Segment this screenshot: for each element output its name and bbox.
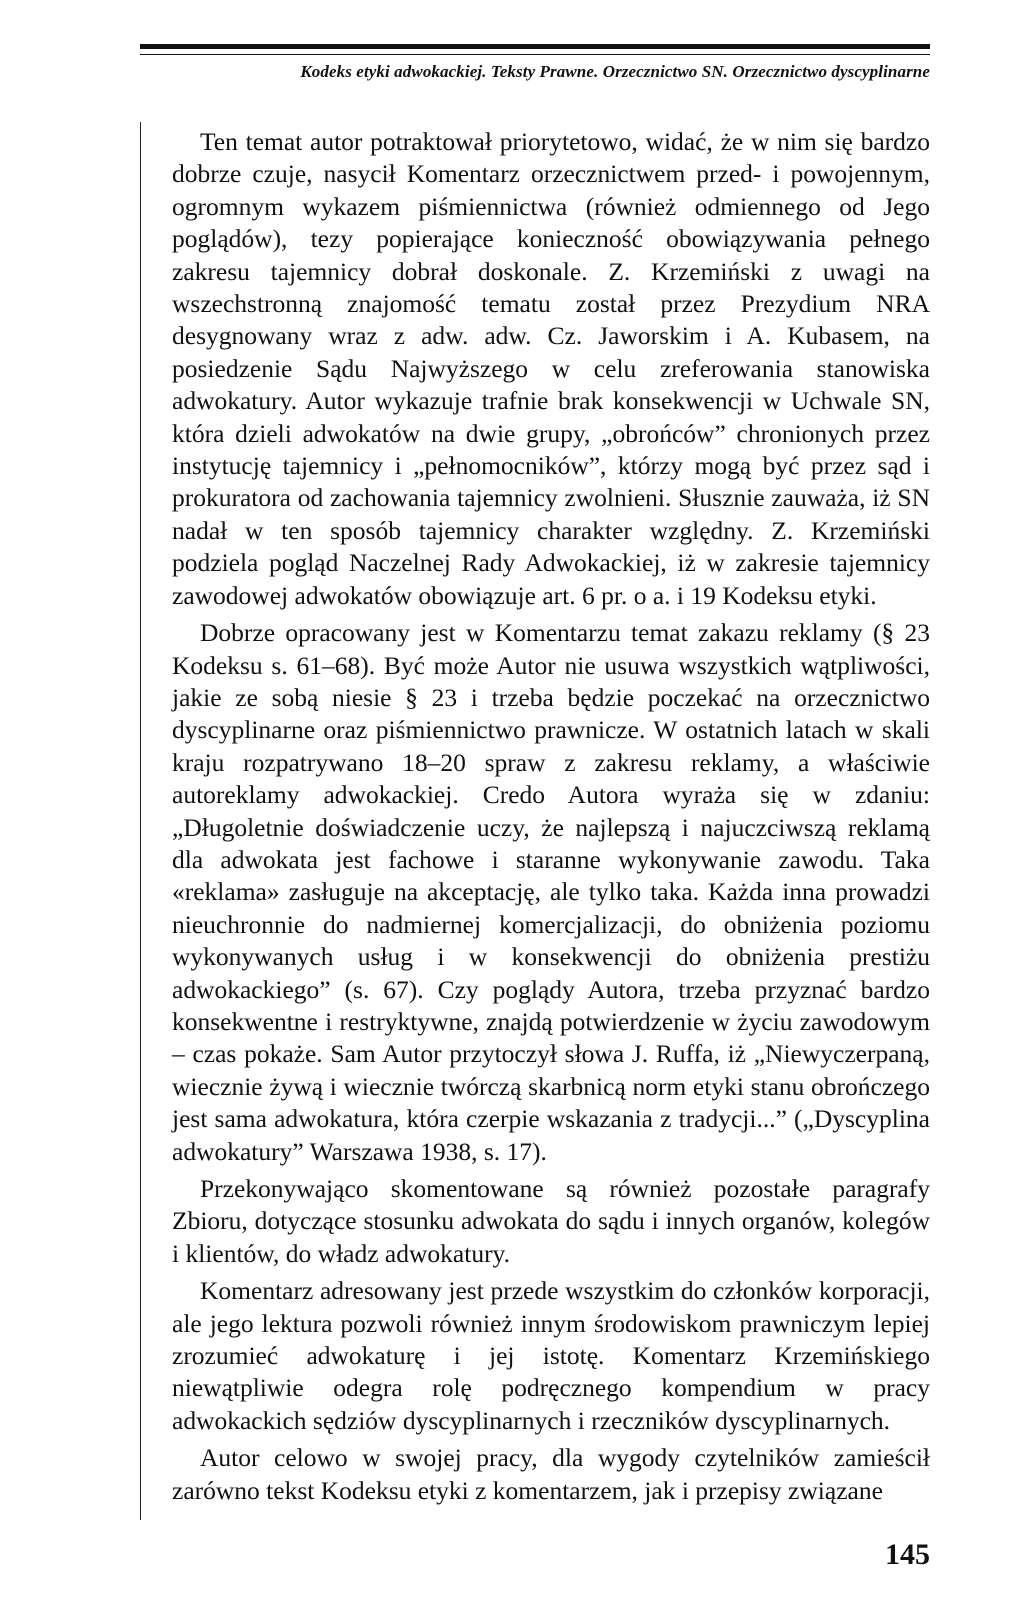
paragraph-5: Autor celowo w swojej pracy, dla wygody czytelników zamieścił zarówno tekst Kodeksu etyki z komentarzem, jak i przepisy związane	[172, 1443, 930, 1505]
article-body	[172, 126, 930, 1507]
left-margin-line	[140, 122, 141, 1520]
paragraph-4: Komentarz adresowany jest przede wszystkim do członków korporacji, ale jego lektura pozwoli również innym środowiskom prawniczym lepiej zrozumieć adwokaturę i jej istotę. Komentarz Krzemińskiego niewątpliwie odegra rolę podręcznego kompendium w pracy adwokackich sędziów dyscyplinarnych i rzeczników dyscyplinarnych.	[172, 1276, 930, 1435]
paragraph-3: Przekonywająco skomentowane są również pozostałe paragrafy Zbioru, dotyczące stosunku adwokata do sądu i innych organów, kolegów i klientów, do władz adwokatury.	[172, 1174, 930, 1268]
page-number: 145	[885, 1538, 930, 1571]
header-rule-thick	[140, 44, 930, 49]
running-head: Kodeks etyki adwokackiej. Teksty Prawne. Orzecznictwo SN. Orzecznictwo dyscyplinarne	[300, 62, 930, 81]
paragraph-1: Ten temat autor potraktował priorytetowo, widać, że w nim się bardzo dobrze czuje, nasycił Komentarz orzecznictwem przed- i powojennym, ogromnym wykazem piśmiennictwa (również odmiennego od Jego poglądów), tezy popierające konieczność obowiązywania pełnego zakresu tajemnicy dobrał doskonale. Z. Krzemiński z uwagi na wszechstronną znajomość tematu został przez Prezydium NRA desygnowany wraz z adw. adw. Cz. Jaworskim i A. Kubasem, na posiedzenie Sądu Najwyższego w celu zreferowania stanowiska adwokatury. Autor wykazuje trafnie brak konsekwencji w Uchwale SN, która dzieli adwokatów na dwie grupy, „obrońców” chronionych przez instytucję tajemnicy i „pełnomocników”, którzy mogą być przez sąd i prokuratora od zachowania tajemnicy zwolnieni. Słusznie zauważa, iż SN nadał w ten sposób tajemnicy charakter względny. Z. Krzemiński podziela pogląd Naczelnej Rady Adwokackiej, iż w zakresie tajemnicy zawodowej adwokatów obowiązuje art. 6 pr. o a. i 19 Kodeksu etyki.	[172, 127, 930, 610]
header-rule-thin	[140, 54, 930, 55]
paragraph-2: Dobrze opracowany jest w Komentarzu temat zakazu reklamy (§ 23 Kodeksu s. 61–68). Być może Autor nie usuwa wszystkich wątpliwości, jakie ze sobą niesie § 23 i trzeba będzie poczekać na orzecznictwo dyscyplinarne oraz piśmiennictwo prawnicze. W ostatnich latach w skali kraju rozpatrywano 18–20 spraw z zakresu reklamy, a właściwie autoreklamy adwokackiej. Credo Autora wyraża się w zdaniu: „Długoletnie doświadczenie uczy, że najlepszą i najuczciwszą reklamą dla adwokata jest fachowe i staranne wykonywanie zawodu. Taka «reklama» zasługuje na akceptację, ale tylko taka. Każda inna prowadzi nieuchronnie do nadmiernej komercjalizacji, do obniżenia poziomu wykonywanych usług i w konsekwencji do obniżenia prestiżu adwokackiego” (s. 67). Czy poglądy Autora, trzeba przyznać bardzo konsekwentne i restryktywne, znajdą potwierdzenie w życiu zawodowym – czas pokaże. Sam Autor przytoczył słowa J. Ruffa, iż „Niewyczerpaną, wiecznie żywą i wiecznie twórczą skarbnicą norm etyki stanu obrończego jest sama adwokatura, która czerpie wskazania z tradycji...” („Dyscyplina adwokatury” Warszawa 1938, s. 17).	[172, 618, 930, 1166]
